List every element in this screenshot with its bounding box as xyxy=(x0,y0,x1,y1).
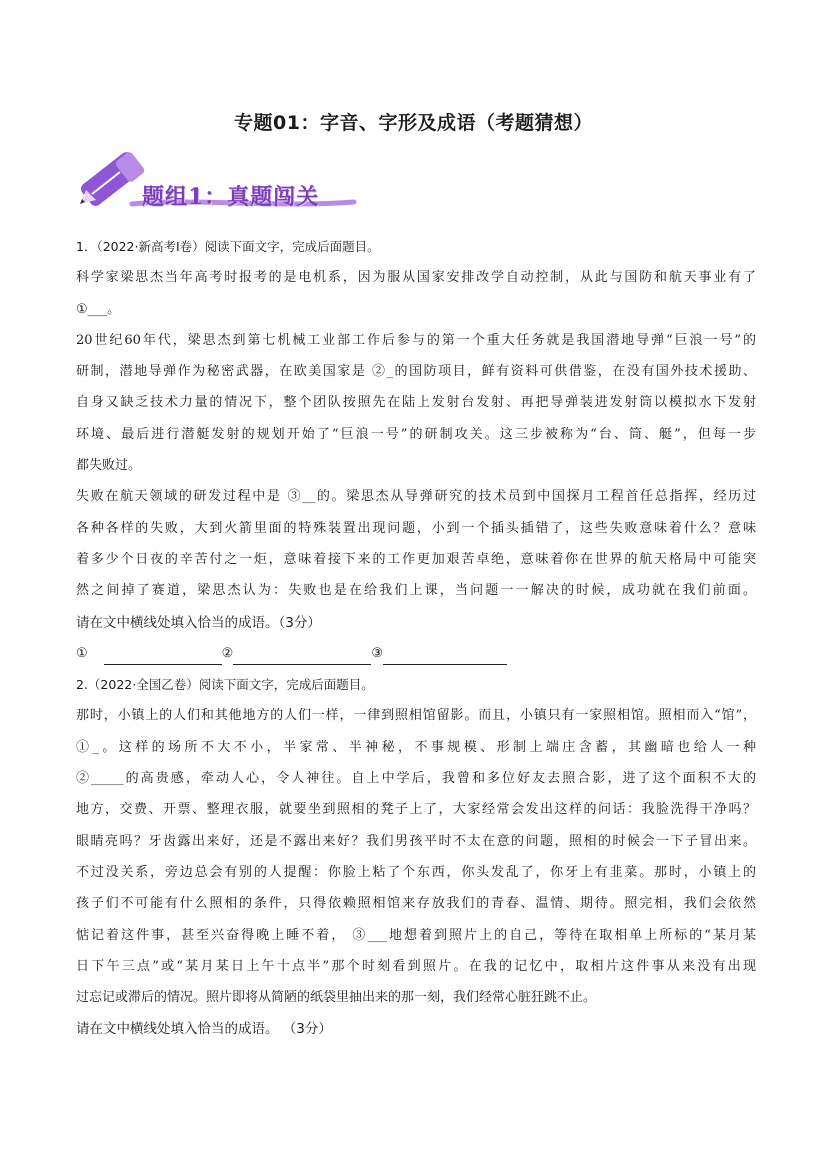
answer-label-2: ② xyxy=(221,645,234,661)
answer-blank-3[interactable] xyxy=(383,648,507,665)
answer-label-3: ③ xyxy=(371,645,383,661)
q1-answer-blanks xyxy=(76,643,756,665)
question-1-header: 1．（2022·新高考Ⅰ卷）阅读下面文字，完成后面题目。 xyxy=(76,239,380,254)
pencil-icon xyxy=(79,152,146,208)
q1-instruction: 请在文中横线处填入恰当的成语。（3分） xyxy=(76,614,321,631)
section-banner-title: 题组1：真题闯关 xyxy=(142,184,320,210)
q2-paragraph-line: ②_____的高贵感，牵动人心，令人神往。自上中学后，我曾和多位好友去照合影，进了这个面积不大的 xyxy=(76,771,756,787)
q1-paragraph-line: 然之间掉了赛道，梁思杰认为：失败也是在给我们上课，当问题一一解决的时候，成功就在我们前面。 xyxy=(76,583,756,599)
question-2-header: 2.（2022·全国乙卷）阅读下面文字，完成后面题目。 xyxy=(76,677,374,693)
answer-blank-1[interactable] xyxy=(104,648,222,665)
answer-label-1: ① xyxy=(76,645,88,661)
q2-paragraph-line: 不过没关系，旁边总会有别的人提醒：你脸上粘了个东西，你头发乱了，你牙上有韭菜。那时，小镇上的 xyxy=(76,864,756,880)
q2-paragraph-line: 过忘记或滞后的情况。照片即将从简陋的纸袋里抽出来的那一刻，我们经常心脏狂跳不止。 xyxy=(76,990,597,1006)
document-body xyxy=(76,236,756,1050)
q1-paragraph-line: ①___。 xyxy=(76,301,121,317)
q1-paragraph-line: 各种各样的失败，大到火箭里面的特殊装置出现问题，小到一个插头插错了，这些失败意味着什么？意味 xyxy=(76,520,756,536)
q1-paragraph-line: 着多少个日夜的辛苦付之一炬，意味着接下来的工作更加艰苦卓绝，意味着你在世界的航天格局中可能突 xyxy=(76,551,756,567)
q1-paragraph-line: 20世纪60年代，梁思杰到第七机械工业部工作后参与的第一个重大任务就是我国潜地导弹“巨浪一号”的 xyxy=(76,332,756,348)
q2-paragraph-line: 孩子们不可能有什么照相的条件，只得依赖照相馆来存放我们的青春、温情、期待。照完相，我们会依然 xyxy=(76,896,756,912)
q1-paragraph-line: 自身又缺乏技术力量的情况下，整个团队按照先在陆上发射台发射、再把导弹装进发射筒以模拟水下发射 xyxy=(76,395,756,411)
q2-paragraph-line: 地方，交费、开票、整理衣服，就要坐到照相的凳子上了，大家经常会发出这样的问话：我脸洗得干净吗？ xyxy=(76,802,756,818)
q2-paragraph-line: 那时，小镇上的人们和其他地方的人们一样，一律到照相馆留影。而且，小镇只有一家照相馆。照相而入“馆”， xyxy=(76,708,756,724)
q1-paragraph-line: 失败在航天领域的研发过程中是 ③__的。梁思杰从导弹研究的技术员到中国探月工程首任总指挥，经历过 xyxy=(76,489,756,505)
q2-paragraph-line: ①_。这样的场所不大不小，半家常、半神秘，不事规模、形制上端庄含蓄，其幽暗也给人一种 xyxy=(76,739,756,755)
q1-paragraph-line: 都失败过。 xyxy=(76,458,142,474)
q2-paragraph-line: 惦记着这件事，甚至兴奋得晚上睡不着， ③___地想着到照片上的自己，等待在取相单上所标的“某月某 xyxy=(76,927,756,943)
q1-paragraph-line: 科学家梁思杰当年高考时报考的是电机系，因为服从国家安排改学自动控制，从此与国防和航天事业有了 xyxy=(76,270,756,286)
q2-paragraph-line: 日下午三点”或“某月某日上午十点半”那个时刻看到照片。在我的记忆中，取相片这件事从来没有出现 xyxy=(76,958,756,974)
page-title: 专题01：字音、字形及成语（考题猜想） xyxy=(234,112,593,134)
q1-paragraph-line: 研制，潜地导弹作为秘密武器，在欧美国家是 ②_的国防项目，鲜有资料可供借鉴，在没有国外技术援助、 xyxy=(76,364,756,380)
q2-paragraph-line: 眼睛亮吗？牙齿露出来好，还是不露出来好？我们男孩平时不太在意的问题，照相的时候会一下子冒出来。 xyxy=(76,833,756,849)
q1-paragraph-line: 环境、最后进行潜艇发射的规划开始了“巨浪一号”的研制攻关。这三步被称为“台、筒、艇”，但每一步 xyxy=(76,426,756,442)
q2-instruction: 请在文中横线处填入恰当的成语。 （3分） xyxy=(76,1021,332,1038)
answer-blank-2[interactable] xyxy=(233,648,371,665)
